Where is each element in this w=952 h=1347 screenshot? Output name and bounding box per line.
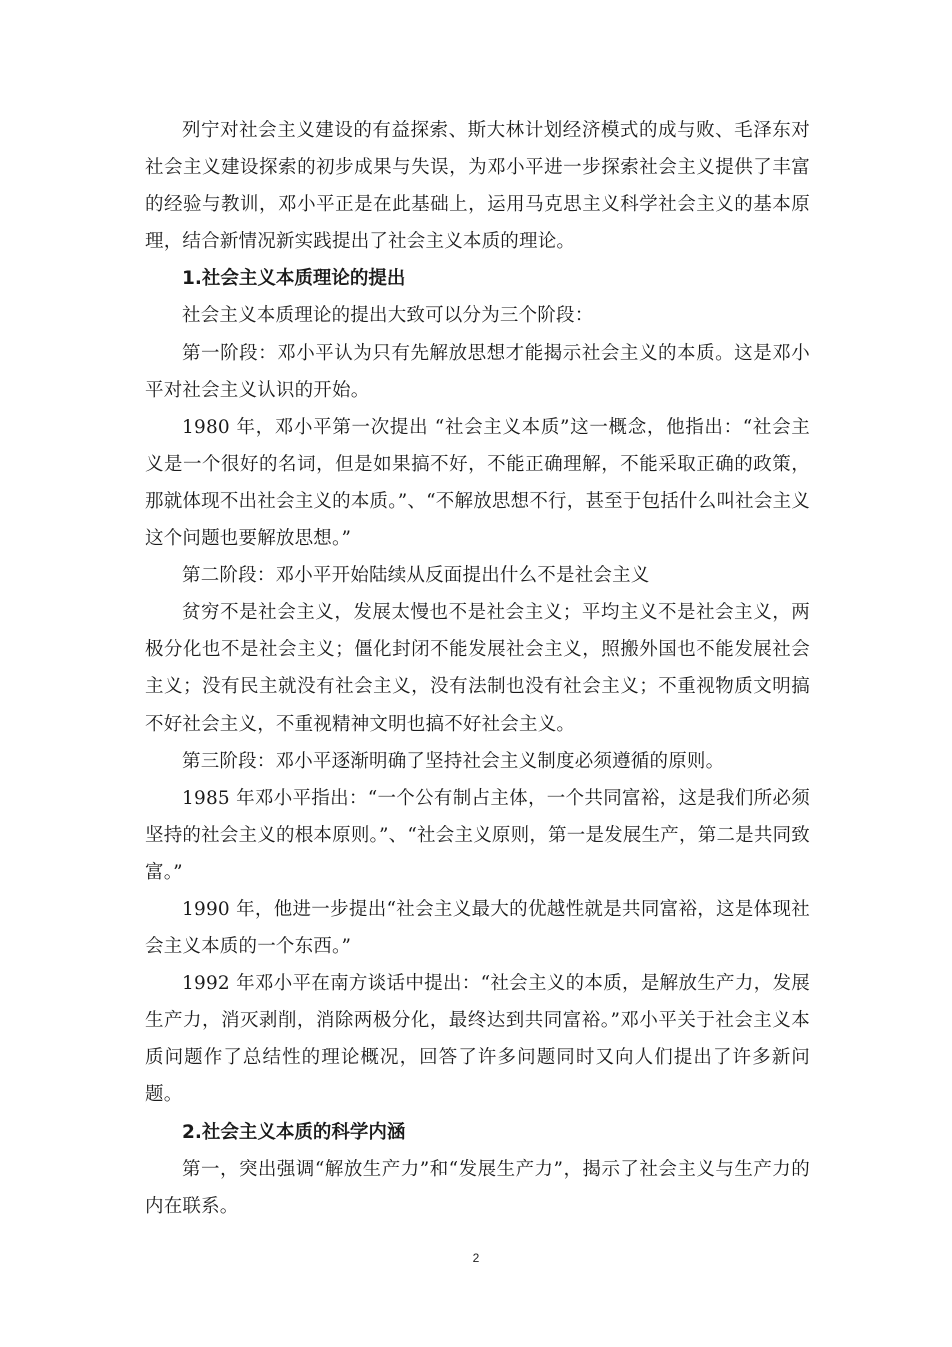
- section-heading-2: 2.社会主义本质的科学内涵: [182, 1121, 406, 1143]
- paragraph-1980: 1980 年，邓小平第一次提出 “社会主义本质”这一概念，他指出：“社会主义是一个很好的名词，但是如果搞不好，不能正确理解，不能采取正确的政策，那就体现不出社会主义的本质。”、“不解放思想不行，甚至于包括什么叫社会主义这个问题也要解放思想。”: [145, 416, 810, 550]
- paragraph-intro: 列宁对社会主义建设的有益探索、斯大林计划经济模式的成与败、毛泽东对社会主义建设探索的初步成果与失误，为邓小平进一步探索社会主义提供了丰富的经验与教训，邓小平正是在此基础上，运用马克思主义科学社会主义的基本原理，结合新情况新实践提出了社会主义本质的理论。: [145, 120, 810, 253]
- paragraph-stages-overview: 社会主义本质理论的提出大致可以分为三个阶段：: [182, 305, 594, 327]
- paragraph-1990: 1990 年，他进一步提出“社会主义最大的优越性就是共同富裕，这是体现社会主义本质的一个东西。”: [145, 898, 810, 958]
- document-body: [145, 112, 810, 1225]
- paragraph-1985: 1985 年邓小平指出：“一个公有制占主体，一个共同富裕，这是我们所必须坚持的社会主义的根本原则。”、“社会主义原则，第一是发展生产，第二是共同致富。”: [145, 787, 810, 883]
- paragraph-first-point: 第一，突出强调“解放生产力”和“发展生产力”，揭示了社会主义与生产力的内在联系。: [145, 1158, 810, 1217]
- paragraph-stage-one: 第一阶段：邓小平认为只有先解放思想才能揭示社会主义的本质。这是邓小平对社会主义认识的开始。: [145, 342, 810, 401]
- page-number: 2: [472, 1251, 480, 1265]
- section-heading-1: 1.社会主义本质理论的提出: [182, 268, 406, 290]
- paragraph-poverty: 贫穷不是社会主义，发展太慢也不是社会主义；平均主义不是社会主义，两极分化也不是社会主义；僵化封闭不能发展社会主义，照搬外国也不能发展社会主义；没有民主就没有社会主义，没有法制也没有社会主义；不重视物质文明搞不好社会主义，不重视精神文明也搞不好社会主义。: [145, 602, 810, 735]
- paragraph-stage-two: 第二阶段：邓小平开始陆续从反面提出什么不是社会主义: [182, 565, 650, 587]
- paragraph-stage-three: 第三阶段：邓小平逐渐明确了坚持社会主义制度必须遵循的原则。: [182, 750, 725, 772]
- paragraph-1992: 1992 年邓小平在南方谈话中提出：“社会主义的本质，是解放生产力，发展生产力，消灭剥削，消除两极分化，最终达到共同富裕。”邓小平关于社会主义本质问题作了总结性的理论概况，回答了许多问题同时又向人们提出了许多新问题。: [145, 973, 810, 1106]
